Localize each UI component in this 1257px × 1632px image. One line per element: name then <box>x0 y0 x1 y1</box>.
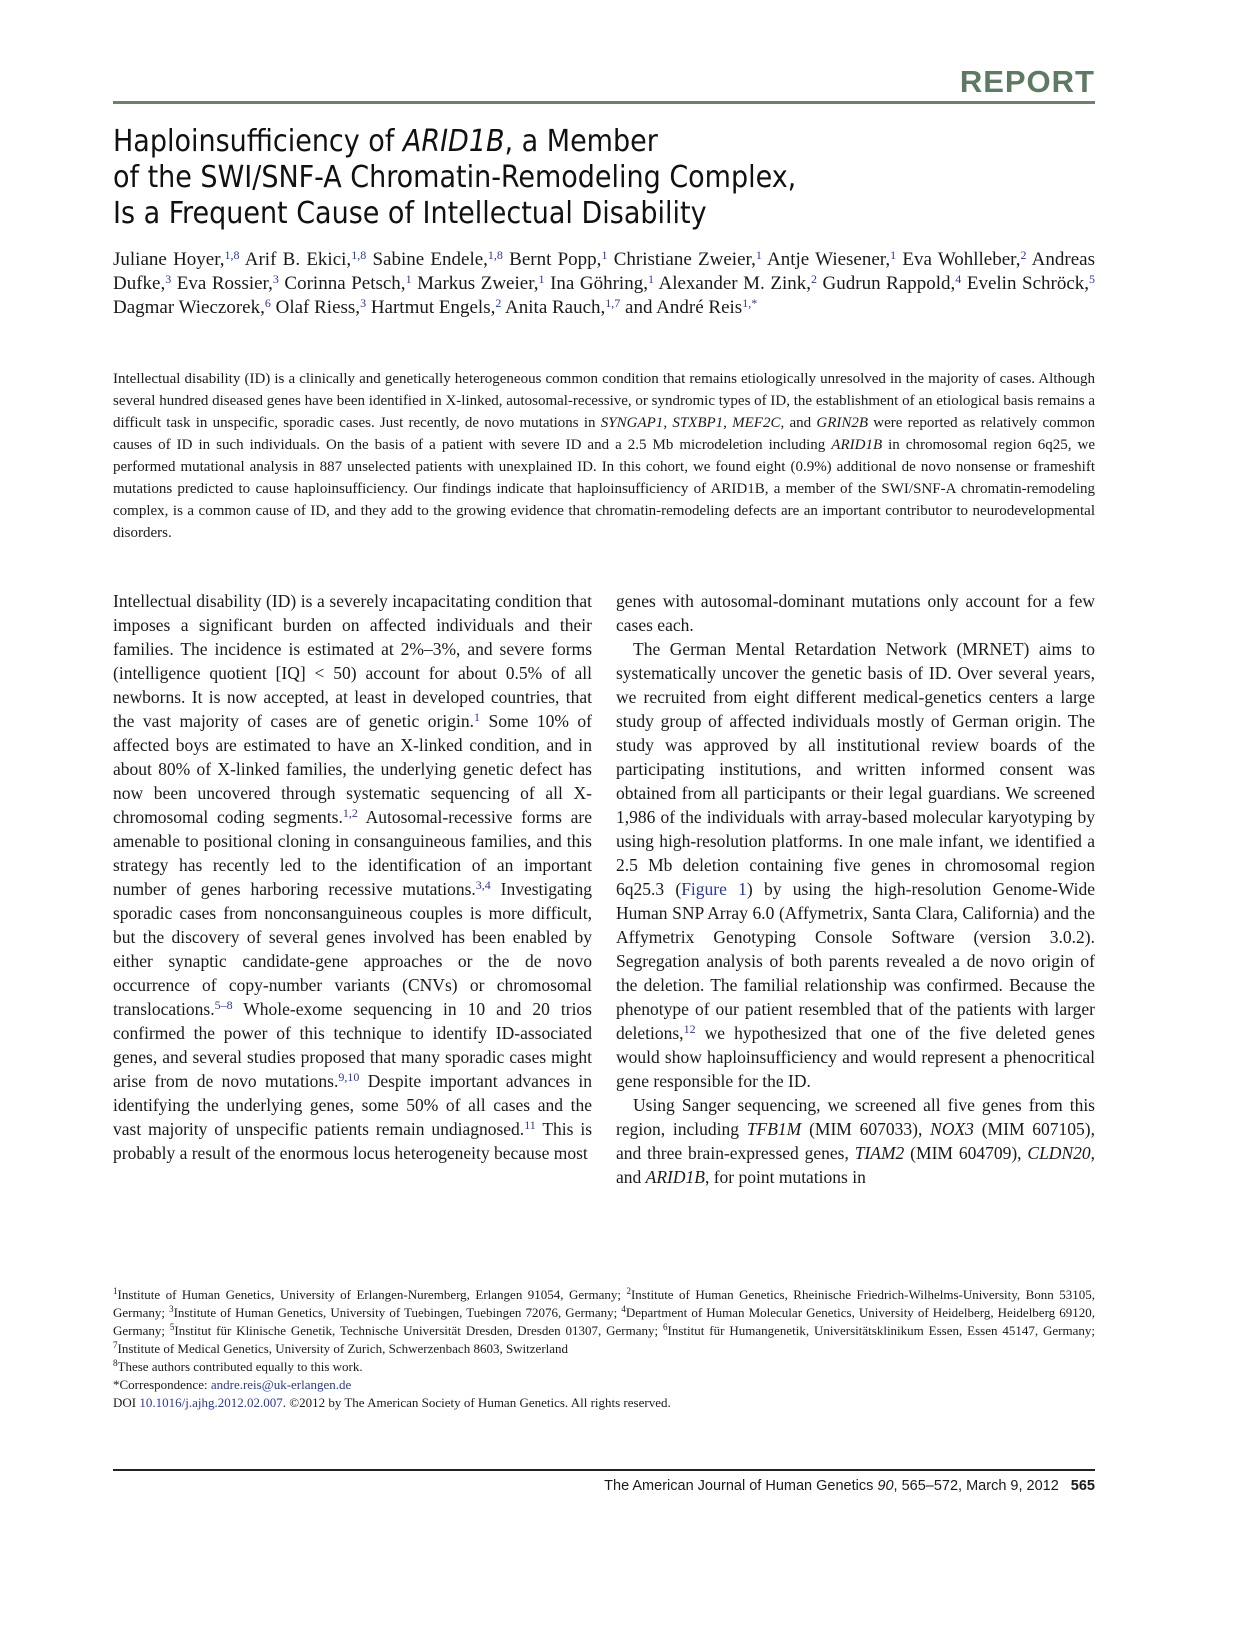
reference-superscript[interactable]: 4 <box>955 272 962 286</box>
paragraph: Using Sanger sequencing, we screened all five genes from this region, including TFB1M (MIM 607033), NOX3 (MIM 607105), and three brain-expressed genes, TIAM2 (MIM 604709), CLDN20, and ARID1B, for point mutations in <box>616 1095 1096 1187</box>
italic-term: CLDN20 <box>1027 1143 1091 1163</box>
title-line: Haploinsufficiency of ARID1B, a Member <box>113 124 658 159</box>
journal-pages-date: , 565–572, March 9, 2012 <box>893 1478 1059 1494</box>
reference-superscript[interactable]: 1,8 <box>224 248 240 262</box>
reference-superscript[interactable]: 1 <box>601 248 608 262</box>
reference-superscript[interactable]: 5–8 <box>214 998 233 1012</box>
doi-copyright: DOI 10.1016/j.ajhg.2012.02.007. ©2012 by The American Society of Human Genetics. All rights reserved. <box>113 1395 671 1410</box>
italic-term: STXBP1, MEF2C <box>672 415 781 431</box>
footnotes <box>113 1286 1095 1412</box>
reference-superscript[interactable]: 5 <box>1089 272 1096 286</box>
article-title <box>113 124 1073 232</box>
reference-superscript[interactable]: 3 <box>272 272 279 286</box>
footnote-marker: 7 <box>113 1340 118 1350</box>
italic-term: ARID1B <box>645 1167 705 1187</box>
footnote-marker: 5 <box>169 1322 175 1332</box>
italic-term: ARID1B <box>831 437 883 453</box>
equal-contribution-note: $^8$These authors contributed equally to this work. <box>113 1358 363 1374</box>
reference-superscript[interactable]: 1 <box>755 248 762 262</box>
author-list: Juliane Hoyer,$^{1,8}$ Arif B. Ekici,$^{1,8}$ Sabine Endele,$^{1,8}$ Bernt Popp,$^1$ Christiane Zweier,$^1$ Antje Wiesener,$^1$ Eva Wohlleber,$^2$ Andreas Dufke,$^3$ Eva Rossier,$^3$ Corinna Petsch,$^1$ Markus Zweier,$^1$ Ina Göhring,$^1$ Alexander M. Zink,$^2$ Gudrun Rappold,$^4$ Evelin Schröck,$^5$ Dagmar Wieczorek,$^6$ Olaf Riess,$^3$ Hartmut Engels,$^2$ Anita Rauch,$^{1,7}$ and André Reis$^{1,*}$ <box>113 248 1096 318</box>
reference-superscript[interactable]: 1,2 <box>342 806 358 820</box>
title-line: of the SWI/SNF-A Chromatin-Remodeling Complex, <box>113 160 797 195</box>
abstract: Intellectual disability (ID) is a clinically and genetically heterogeneous common condition that remains etiologically unresolved in the majority of cases. Although several hundred diseased genes have been identified in X-linked, autosomal-recessive, or syndromic types of ID, the establishment of an etiological basis remains a difficult task in unspecific, sporadic cases. Just recently, de novo mutations in SYNGAP1, STXBP1, MEF2C, and GRIN2B were reported as relatively common causes of ID in such individuals. On the basis of a patient with severe ID and a 2.5 Mb microdeletion including ARID1B in chromosomal region 6q25, we performed mutational analysis in 887 unselected patients with unexplained ID. In this cohort, we found eight (0.9%) additional de novo nonsense or frameshift mutations predicted to cause haploinsufficiency. Our findings indicate that haploinsufficiency of ARID1B, a member of the SWI/SNF-A chromatin-remodeling complex, is a common cause of ID, and they add to the growing evidence that chromatin-remodeling defects are an important contributor to neurodevelopmental disorders. <box>113 371 1095 541</box>
paragraph: The German Mental Retardation Network (MRNET) aims to systematically uncover the genetic basis of ID. Over several years, we recruited from eight different medical-genetics centers a large study group of affected individuals mostly of German origin. The study was approved by all institutional review boards of the participating institutions, and written informed consent was obtained from all participants or their legal guardians. We screened 1,986 of the individuals with array-based molecular karyotyping by using high-resolution platforms. In one male infant, we identified a 2.5 Mb deletion containing five genes in chromosomal region 6q25.3 (Figure 1) by using the high-resolution Genome-Wide Human SNP Array 6.0 (Affymetrix, Santa Clara, California) and the Affymetrix Genotyping Console Software (version 3.0.2). Segregation analysis of both parents revealed a de novo origin of the deletion. The familial relationship was confirmed. Because the phenotype of our patient resembled that of the patients with larger deletions,$^{12}$ we hypothesized that one of the five deleted genes would show haploinsufficiency and would represent a phenocritical gene responsible for the ID. <box>616 639 1095 1091</box>
journal-name: The American Journal of Human Genetics <box>604 1478 878 1494</box>
footnote-marker: 8 <box>113 1358 118 1368</box>
reference-superscript[interactable]: 1,8 <box>351 248 367 262</box>
italic-term: SYNGAP1 <box>600 415 664 431</box>
reference-superscript[interactable]: 9,10 <box>338 1070 360 1084</box>
reference-superscript[interactable]: 12 <box>683 1022 696 1036</box>
footnote-marker: 3 <box>169 1304 174 1314</box>
page-number: 565 <box>1070 1478 1095 1494</box>
correspondence: *Correspondence: andre.reis@uk-erlangen.de <box>113 1377 352 1392</box>
reference-superscript[interactable]: 2 <box>1020 248 1027 262</box>
affiliations: $^1$Institute of Human Genetics, University of Erlangen-Nuremberg, Erlangen 91054, Germany; $^2$Institute of Human Genetics, Rheinische Friedrich-Wilhelms-University, Bonn 53105, Germany; $^3$Institute of Human Genetics, University of Tuebingen, Tuebingen 72076, Germany; $^4$Department of Human Molecular Genetics, University of Heidelberg, Heidelberg 69120, Germany; $^5$Institut für Klinische Genetik, Technische Universität Dresden, Dresden 01307, Germany; $^6$Institut für Humangenetik, Universitätsklinikum Essen, Essen 45147, Germany; $^7$Institute of Medical Genetics, University of Zurich, Schwerzenbach 8603, Switzerland <box>113 1286 1096 1356</box>
header-rule <box>113 101 1095 104</box>
inline-link[interactable]: andre.reis@uk-erlangen.de <box>210 1377 352 1392</box>
reference-superscript[interactable]: 3 <box>165 272 172 286</box>
section-label: REPORT <box>959 64 1095 99</box>
reference-superscript[interactable]: 1 <box>647 272 654 286</box>
italic-term: TIAM2 <box>854 1143 905 1163</box>
reference-superscript[interactable]: 1,7 <box>605 296 621 310</box>
footnote-marker: 6 <box>663 1322 668 1332</box>
footnote-marker: 1 <box>113 1286 118 1296</box>
reference-superscript[interactable]: 1 <box>405 272 412 286</box>
reference-superscript[interactable]: 3 <box>360 296 367 310</box>
italic-term: ARID1B <box>402 124 505 159</box>
italic-term: GRIN2B <box>816 415 869 431</box>
italic-term: TFB1M <box>746 1119 802 1139</box>
footnote-marker: 4 <box>621 1304 626 1314</box>
reference-superscript[interactable]: 1 <box>890 248 897 262</box>
paragraph: genes with autosomal-dominant mutations only account for a few cases each. <box>616 591 1095 635</box>
title-line: Is a Frequent Cause of Intellectual Disability <box>113 196 707 231</box>
footnote-marker: 2 <box>626 1286 631 1296</box>
body-column-left <box>113 589 592 1165</box>
reference-superscript[interactable]: 1 <box>473 710 480 724</box>
reference-superscript[interactable]: 11 <box>524 1118 536 1132</box>
journal-volume: 90 <box>877 1478 894 1494</box>
paragraph: Intellectual disability (ID) is a severely incapacitating condition that imposes a significant burden on affected individuals and their families. The incidence is estimated at 2%–3%, and severe forms (intelligence quotient [IQ] < 50) account for about 0.5% of all newborns. It is now accepted, at least in developed countries, that the vast majority of cases are of genetic origin.$^1$ Some 10% of affected boys are estimated to have an X-linked condition, and in about 80% of X-linked families, the underlying genetic defect has now been uncovered through systematic sequencing of all X-chromosomal coding segments.$^{1,2}$ Autosomal-recessive forms are amenable to positional cloning in consanguineous families, and this strategy has recently led to the identification of an important number of genes harboring recessive mutations.$^{3,4}$ Investigating sporadic cases from nonconsanguineous couples is more difficult, but the discovery of several genes involved has been enabled by either synaptic candidate-gene approaches or the de novo occurrence of copy-number variants (CNVs) or chromosomal translocations.$^{5-8}$ Whole-exome sequencing in 10 and 20 trios confirmed the power of this technique to identify ID-associated genes, and several studies proposed that many sporadic cases might arise from de novo mutations.$^{9,10}$ Despite important advances in identifying the underlying genes, some 50% of all cases and the vast majority of unspecific patients remain undiagnosed.$^{11}$ This is probably a result of the enormous locus heterogeneity because most <box>113 591 593 1163</box>
footer-rule <box>113 1469 1095 1471</box>
reference-superscript[interactable]: 6 <box>264 296 271 310</box>
reference-superscript[interactable]: 2 <box>495 296 502 310</box>
reference-superscript[interactable]: 1 <box>538 272 545 286</box>
italic-term: NOX3 <box>930 1119 974 1139</box>
inline-link[interactable]: 10.1016/j.ajhg.2012.02.007 <box>139 1395 283 1410</box>
inline-link[interactable]: Figure 1 <box>681 879 747 899</box>
reference-superscript[interactable]: 1,* <box>742 296 758 310</box>
reference-superscript[interactable]: 2 <box>811 272 817 286</box>
journal-citation <box>604 1478 1095 1494</box>
reference-superscript[interactable]: 3,4 <box>475 878 491 892</box>
reference-superscript[interactable]: 1,8 <box>487 248 503 262</box>
body-column-right <box>616 589 1095 1189</box>
